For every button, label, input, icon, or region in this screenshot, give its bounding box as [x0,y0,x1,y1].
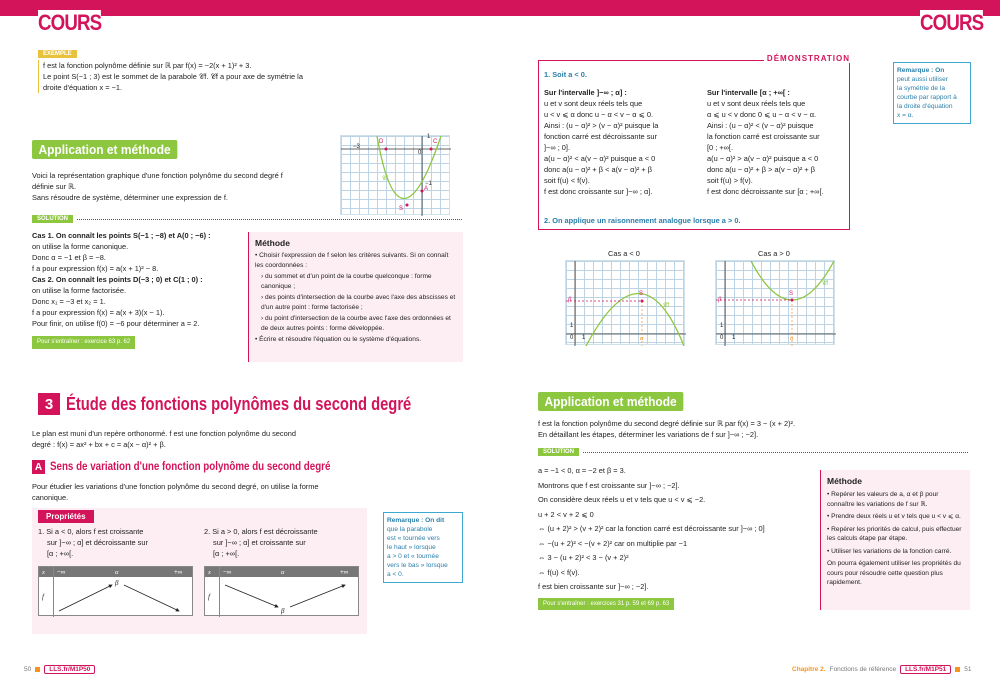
app2-statement [538,418,878,440]
cours-header-right: COURS [920,10,984,35]
graph-label-neg3: −3 [353,144,360,150]
app1-entrainer-link[interactable]: Pour s'entraîner : exercice 63 p. 62 [32,336,135,349]
footer-right-page: 51 [964,666,972,673]
app2-method-item-2: • Prendre deux réels u et v tels que u < v ⩽ α. [827,513,961,520]
demo-right-10: f est donc décroissante sur [α ; +∞[. [707,187,824,196]
app2-sol-6: ⇔ −(u + 2)² < −(v + 2)² car on multiplie par −1 [538,538,688,548]
app1-solution [32,230,247,349]
demo-right-2: u et v sont deux réels tels que [707,99,806,108]
graph-case2 [715,260,835,345]
footer-left-link[interactable]: LLS.fr/M1P50 [44,665,95,674]
property-2 [204,526,364,559]
graph-label-A: A [424,186,429,192]
case2-zero: 0 [720,335,724,341]
property-2-line-1: 2. Si a > 0, alors f est décroissante [204,527,318,536]
property-1 [38,526,198,559]
right-remark-1: Remarque : On [897,67,945,74]
vt2-alpha: α [281,568,285,576]
example-line-3: droite d'équation x = −1. [43,83,123,92]
subsection-A-heading [32,460,380,474]
property-1-line-2: sur ]−∞ ; α] et décroissante sur [47,538,148,547]
app1-method-item-5: • Écrire et résoudre l'équation ou le système d'équations. [255,336,422,343]
demo-left-1: Sur l'intervalle ]−∞ ; α] : [544,88,627,97]
vt2-minf: −∞ [223,568,232,576]
vt2-pinf: +∞ [340,568,349,576]
demo-left-8: donc a(u − α)² + β < a(v − α)² + β [544,165,653,174]
subsection-A-text-2: canonique. [32,493,69,502]
app2-sol-2: Montrons que f est croissante sur ]−∞ ; −2]. [538,480,680,490]
property-1-line-3: [α ; +∞[. [47,549,74,558]
app2-method-box [820,470,970,610]
right-remark-6: x = α. [897,112,914,119]
remark-line-4: le haut » lorsque [387,544,436,551]
app2-method-item-5: On pourra également utiliser les propriétés du cours pour résoudre cette question plus rapidement. [827,560,961,586]
graph-label-0: 0 [418,150,422,156]
remark-line-3: est « tournée vers [387,535,440,542]
section3-remark [383,512,463,583]
app2-sol-9: f est bien croissante sur ]−∞ ; −2]. [538,582,649,591]
app2-method-title: Méthode [827,476,862,486]
vt1-beta: β [115,579,119,587]
app1-line-1: Voici la représentation graphique d'une fonction polynôme du second degré f [32,171,283,180]
app1-solution-tag: SOLUTION [32,215,73,223]
footer-left-square-icon [35,667,40,672]
case2-y-one: 1 [720,323,724,329]
right-remark [893,62,971,124]
app2-method-item-1: • Repérer les valeurs de a, α et β pour connaître les variations de f sur ℝ. [827,491,939,508]
vt2-beta: β [281,607,285,615]
example-block [38,48,308,93]
variation-table-2 [204,566,359,616]
section3-number: 3 [38,393,60,415]
app2-solution [538,464,808,610]
app1-sol-line-6: on utilise la forme factorisée. [32,286,127,295]
example-line-1: f est la fonction polynôme définie sur ℝ par f(x) = −2(x + 1)² + 3. [43,61,252,70]
demo-right-8: donc a(u − α)² + β > a(v − α)² + β [707,165,816,174]
graph-label-curve: 𝒞f [382,176,389,182]
example-line-2: Le point S(−1 ; 3) est le sommet de la parabole 𝒞f. 𝒞f a pour axe de symétrie la [43,72,303,81]
footer-chapter-number: Chapitre 2. [792,666,826,673]
footer-left-page: 50 [24,666,32,673]
case1-curve: 𝒞f [663,303,670,309]
footer-right [792,665,972,674]
app1-method-title: Méthode [255,238,290,248]
app2-sol-5: ⇔ (u + 2)² > (v + 2)² car la fonction carré est décroissante sur ]−∞ ; 0] [538,524,765,533]
property-2-line-3: [α ; +∞[. [213,549,240,558]
app1-sol-line-8: f a pour expression f(x) = a(x + 3)(x − 1). [32,308,165,317]
demo-left-4: Ainsi : (u − α)² > (v − α)² puisque la [544,121,659,130]
case2-curve: 𝒞f [822,281,829,287]
section3-intro [32,428,362,450]
demo-p1: 1. Soit a < 0. [544,70,587,79]
app1-line-2: définie sur ℝ. [32,182,77,191]
case2-alpha: α [790,335,794,342]
case2-S: S [789,291,794,297]
app1-sol-line-4: f a pour expression f(x) = a(x + 1)² − 8. [32,264,159,273]
properties-tag: Propriétés [38,510,94,523]
app2-solution-header [538,448,968,456]
case1-S: S [639,291,644,297]
app1-line-3: Sans résoudre de système, déterminer une expression de f. [32,193,228,202]
app1-statement [32,170,332,203]
app2-entrainer-link[interactable]: Pour s'entraîner : exercices 31 p. 59 et 69 p. 63 [538,598,674,610]
demo-p2: 2. On applique un raisonnement analogue lorsque a > 0. [544,216,741,225]
app2-sol-8: ⇔ f(u) < f(v). [538,567,580,577]
remark-line-6: vers le bas » lorsque [387,562,448,569]
app1-sol-line-7: Donc x₁ = −3 et x₂ = 1. [32,297,106,306]
demo-right-7: a(u − α)² > a(v − α)² puisque a < 0 [707,154,819,163]
demo-left-7: a(u − α)² < a(v − α)² puisque a < 0 [544,154,656,163]
remark-line-7: a < 0. [387,571,404,578]
app2-title: Application et méthode [538,392,683,411]
vt1-minf: −∞ [57,568,66,576]
app2-line-2: En détaillant les étapes, déterminer les variations de f sur ]−∞ ; −2]. [538,430,759,439]
remark-line-5: a > 0 et « tournée [387,553,439,560]
app1-sol-line-3: Donc α = −1 et β = −8. [32,253,106,262]
app2-sol-4: u + 2 < v + 2 ⩽ 0 [538,509,594,519]
demo-left-6: ]−∞ ; 0]. [544,143,571,152]
app2-sol-7: ⇔ 3 − (u + 2)² < 3 − (v + 2)² [538,553,629,562]
app1-method-item-2: › du sommet et d'un point de la courbe quelconque : forme canonique ; [261,273,432,290]
case1-alpha: α [640,335,644,342]
case1-zero: 0 [570,335,574,341]
property-1-line-1: 1. Si a < 0, alors f est croissante [38,527,144,536]
case2-beta: β [718,296,722,303]
demo-right-9: soit f(u) > f(v). [707,176,753,185]
app2-sol-3: On considère deux réels u et v tels que u < v ⩽ −2. [538,495,706,504]
case1-one: 1 [582,335,586,341]
property-2-line-2: sur ]−∞ ; α] et croissante sur [213,538,306,547]
case1-beta: β [568,296,572,303]
case1-y-one: 1 [570,323,574,329]
graph-label-1: 1 [427,134,431,140]
app1-method-item-4: › du point d'intersection de la courbe avec l'axe des ordonnées et de deux autres points : forme développée. [261,315,451,332]
app1-method-item-1: • Choisir l'expression de f selon les critères suivants. Si on connaît les coordonnées : [255,252,449,269]
demo-right-3: α ⩽ u < v donc 0 ⩽ u − α < v − α. [707,110,817,119]
vt2-x: x [208,568,211,576]
case2-one: 1 [732,335,736,341]
remark-line-1: Remarque : On dit [387,517,445,524]
section3-intro-2: degré : f(x) = ax² + bx + c = a(x − α)² + β. [32,440,166,449]
subsection-A-text-1: Pour étudier les variations d'une fonction polynôme du second degré, on utilise la forme [32,482,319,491]
demo-left-9: soit f(u) < f(v). [544,176,590,185]
graph-case1 [565,260,685,345]
demo-right-column [707,87,857,197]
demonstration-box [538,54,850,230]
variation-table-1 [38,566,193,616]
example-tag: EXEMPLE [38,50,77,58]
right-remark-5: la droite d'équation [897,103,953,110]
footer-chapter-name: Fonctions de référence [829,666,897,673]
right-remark-3: la symétrie de la [897,85,946,92]
demo-right-6: [0 ; +∞[. [707,143,734,152]
vt2-f: f [208,593,210,601]
app1-sol-line-2: on utilise la forme canonique. [32,242,129,251]
app2-solution-tag: SOLUTION [538,448,579,456]
vt1-pinf: +∞ [174,568,183,576]
section3-intro-1: Le plan est muni d'un repère orthonormé. f est une fonction polynôme du second [32,429,296,438]
subsection-A-title: Sens de variation d'une fonction polynôme du second degré [50,461,331,473]
graph-label-C: C [433,139,438,145]
app1-method-box [248,232,463,362]
app1-sol-line-9: Pour finir, on utilise f(0) = −6 pour déterminer a = 2. [32,319,200,328]
graph-label-S: S [399,206,404,212]
demo-right-1: Sur l'intervalle [α ; +∞[ : [707,88,790,97]
subsection-A-text [32,481,367,503]
graph-label-D: D [379,139,384,145]
cours-header-left: COURS [38,10,102,35]
demo-left-2: u et v sont deux réels tels que [544,99,643,108]
vt1-f: f [42,593,44,601]
top-bar [0,0,1000,16]
demo-left-column [544,87,699,197]
vt1-alpha: α [115,568,119,576]
right-remark-2: peut aussi utiliser [897,76,948,83]
app2-method-item-3: • Repérer les priorités de calcul, puis effectuer les calculs étape par étape. [827,525,962,542]
case1-label: Cas a < 0 [608,249,640,258]
app2-line-1: f est la fonction polynôme du second degré définie sur ℝ par f(x) = 3 − (x + 2)². [538,419,796,428]
demo-left-10: f est donc croissante sur ]−∞ ; α]. [544,187,653,196]
case2-label: Cas a > 0 [758,249,790,258]
footer-right-square-icon [955,667,960,672]
app1-title: Application et méthode [32,140,177,159]
app1-graph [340,135,450,215]
graph-label-neg1: −1 [425,181,432,187]
app1-solution-header [32,215,462,223]
demonstration-label: DÉMONSTRATION [764,54,853,63]
app1-method-item-3: › des points d'intersection de la courbe avec l'axe des abscisses et d'un autre point : forme factorisée ; [261,294,456,311]
right-remark-4: courbe par rapport à [897,94,957,101]
demo-left-3: u < v ⩽ α donc u − α < v − α ⩽ 0. [544,110,654,119]
app1-sol-line-1: Cas 1. On connaît les points S(−1 ; −8) et A(0 ; −6) : [32,231,211,240]
demo-right-5: la fonction carré est croissante sur [707,132,820,141]
footer-right-link[interactable]: LLS.fr/M1P51 [900,665,951,674]
section3-title: Étude des fonctions polynômes du second degré [66,393,412,414]
app1-sol-line-5: Cas 2. On connaît les points D(−3 ; 0) et C(1 ; 0) : [32,275,203,284]
section3-heading [38,393,487,415]
properties-box [32,508,367,634]
footer-left [24,665,95,674]
vt2-arrows [220,577,360,617]
app2-sol-1: a = −1 < 0, α = −2 et β = 3. [538,466,626,475]
demo-left-5: fonction carré est décroissante sur [544,132,657,141]
app2-method-item-4: • Utiliser les variations de la fonction carré. [827,547,952,555]
remark-line-2: que la parabole [387,526,433,533]
subsection-A-letter: A [32,460,45,474]
vt1-arrows [54,577,194,617]
demo-right-4: Ainsi : (u − α)² < (v − α)² puisque [707,121,814,130]
vt1-x: x [42,568,45,576]
